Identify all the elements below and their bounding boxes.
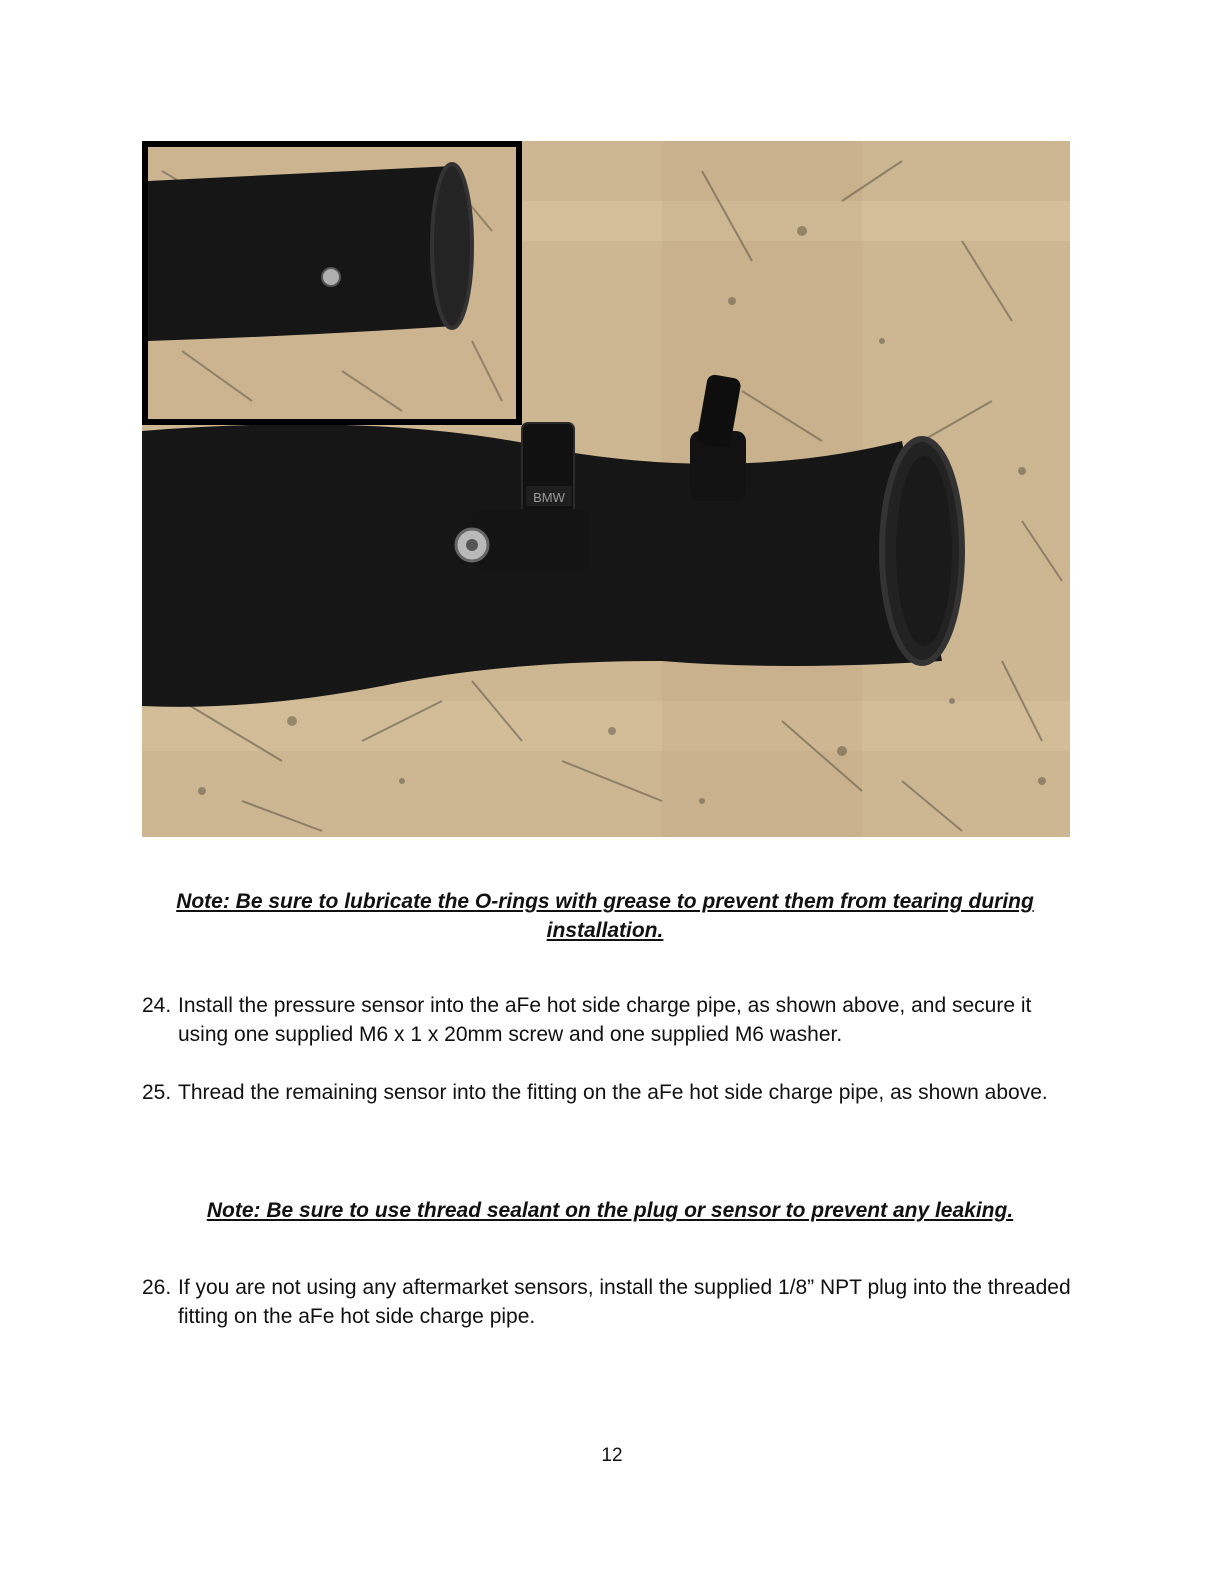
inset-photo xyxy=(142,141,522,425)
step-26 xyxy=(142,1273,1072,1331)
step-number: 25. xyxy=(142,1081,172,1104)
step-number: 26. xyxy=(142,1276,172,1299)
step-text: Install the pressure sensor into the aFe hot side charge pipe, as shown above, and secure it using one supplied M6 x 1 x 20mm screw and one supplied M6 washer. xyxy=(178,994,1032,1046)
note-lubricate: Note: Be sure to lubricate the O-rings with grease to prevent them from tearing during installation. xyxy=(176,890,1034,942)
step-25 xyxy=(142,1078,1072,1107)
page-number: 12 xyxy=(601,1445,623,1466)
step-text: Thread the remaining sensor into the fitting on the aFe hot side charge pipe, as shown above. xyxy=(178,1081,1048,1104)
step-number: 24. xyxy=(142,994,172,1017)
step-text: If you are not using any aftermarket sensors, install the supplied 1/8” NPT plug into the threaded fitting on the aFe hot side charge pipe. xyxy=(178,1276,1071,1328)
note-sealant: Note: Be sure to use thread sealant on the plug or sensor to prevent any leaking. xyxy=(206,1199,1014,1222)
sensor-label: BMW xyxy=(533,490,565,505)
inset-plug xyxy=(322,268,340,286)
charge-pipe-photo xyxy=(142,141,1070,837)
inset-pipe xyxy=(148,166,454,341)
step-24 xyxy=(142,991,1072,1049)
